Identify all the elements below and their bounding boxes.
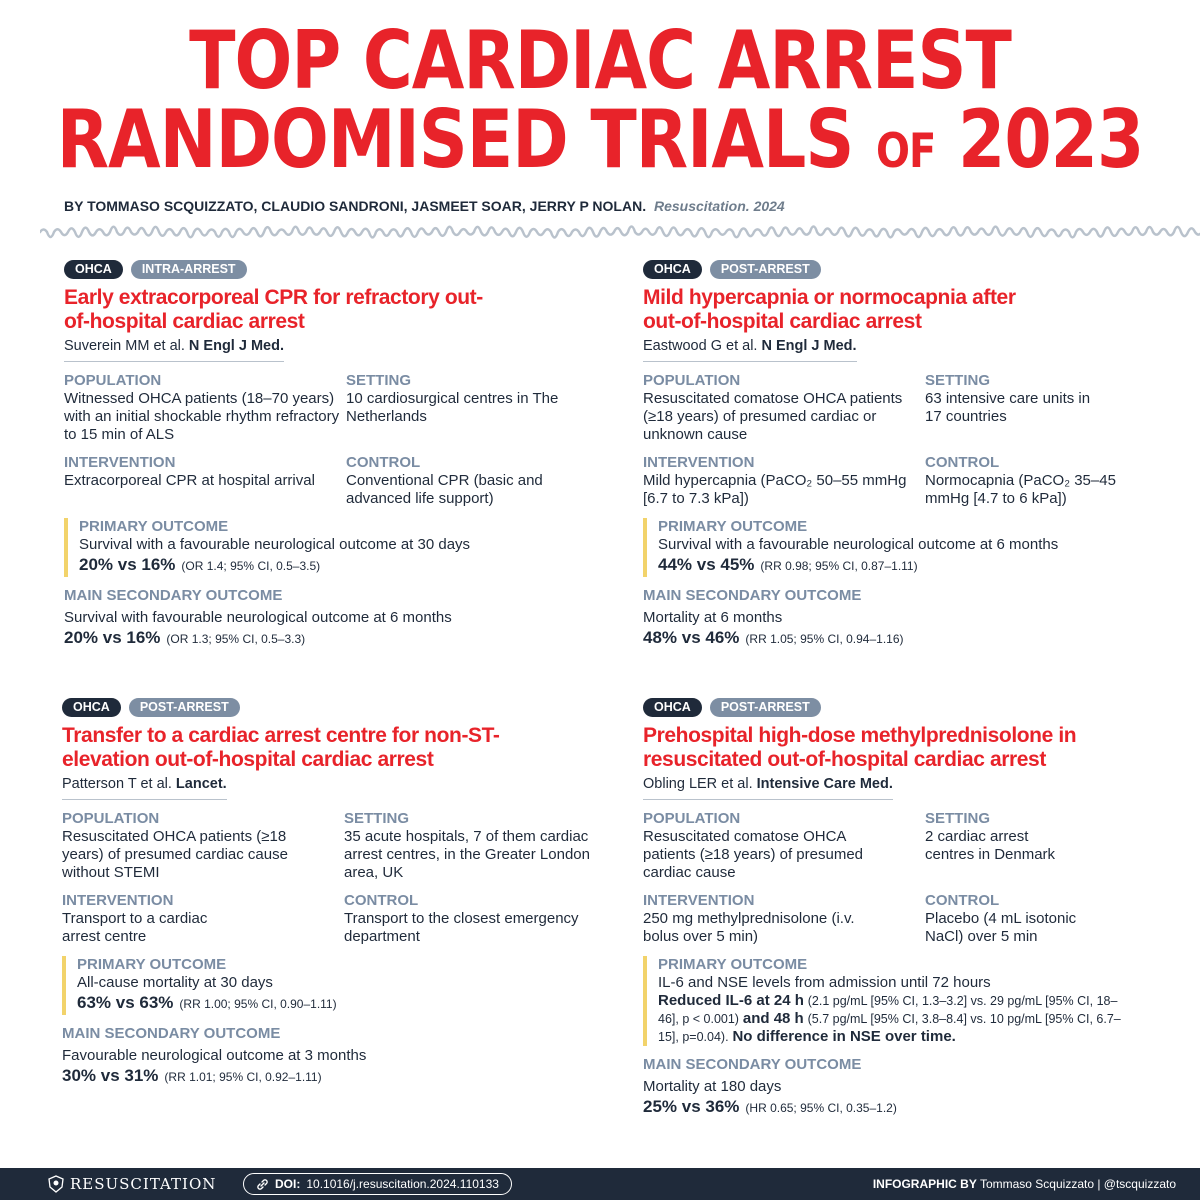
setting-text: 10 cardiosurgical centres in The Netherlands xyxy=(346,390,559,425)
title-year: 2023 xyxy=(958,93,1144,188)
label-setting: SETTING xyxy=(925,810,991,827)
intervention-text: Mild hypercapnia (PaCO₂ 50–55 mmHg [6.7 to 7.3 kPa]) xyxy=(643,472,907,507)
label-intervention: INTERVENTION xyxy=(643,454,755,471)
primary-outcome xyxy=(643,518,1183,577)
secondary-result: 30% vs 31% (RR 1.01; 95% CI, 0.92–1.11) xyxy=(62,1066,322,1085)
byline-authors: BY TOMMASO SCQUIZZATO, CLAUDIO SANDRONI, JASMEET SOAR, JERRY P NOLAN. xyxy=(64,198,647,214)
title-line-2 xyxy=(0,93,1200,196)
label-secondary: MAIN SECONDARY OUTCOME xyxy=(643,587,862,604)
tag-phase: POST-ARREST xyxy=(710,698,821,717)
primary-text: IL-6 and NSE levels from admission until 72 hours xyxy=(658,974,991,991)
label-control: CONTROL xyxy=(925,454,1000,471)
label-control: CONTROL xyxy=(346,454,421,471)
intervention-text: Transport to a cardiac arrest centre xyxy=(62,910,208,945)
label-primary: PRIMARY OUTCOME xyxy=(79,518,229,535)
control-text: Placebo (4 mL isotonic NaCl) over 5 min xyxy=(925,910,1077,945)
intervention-text: Extracorporeal CPR at hospital arrival xyxy=(64,472,315,489)
trial-title: Early extracorporeal CPR for refractory out-of-hospital cardiac arrest xyxy=(64,286,483,333)
setting-text: 2 cardiac arrest centres in Denmark xyxy=(925,828,1056,863)
credit: INFOGRAPHIC BY Tommaso Scquizzato | @tscquizzato xyxy=(872,1177,1176,1191)
tag-phase: INTRA-ARREST xyxy=(131,260,247,279)
byline xyxy=(64,198,785,214)
control-text: Transport to the closest emergency department xyxy=(344,910,579,945)
trial-title: Prehospital high-dose methylprednisolone in resuscitated out-of-hospital cardiac arrest xyxy=(643,724,1077,771)
secondary-text: Mortality at 6 months xyxy=(643,609,783,626)
trial-card-4 xyxy=(643,698,1183,1119)
footer xyxy=(0,1168,1200,1200)
byline-journal: Resuscitation. 2024 xyxy=(653,198,785,214)
link-icon xyxy=(256,1178,269,1191)
control-text: Normocapnia (PaCO₂ 35–45 mmHg [4.7 to 6 kPa]) xyxy=(925,472,1116,507)
trial-card-3 xyxy=(62,698,602,1088)
label-primary: PRIMARY OUTCOME xyxy=(77,956,227,973)
primary-result: 44% vs 45% (RR 0.98; 95% CI, 0.87–1.11) xyxy=(658,555,918,574)
primary-text: Survival with a favourable neurological outcome at 30 days xyxy=(79,536,471,553)
title-trials: RANDOMISED TRIALS xyxy=(56,93,854,188)
doi-badge[interactable] xyxy=(243,1173,512,1195)
intervention-text: 250 mg methylprednisolone (i.v. bolus over 5 min) xyxy=(643,910,855,945)
brand xyxy=(48,1175,216,1193)
primary-result: 63% vs 63% (RR 1.00; 95% CI, 0.90–1.11) xyxy=(77,993,337,1012)
label-population: POPULATION xyxy=(643,372,741,389)
setting-text: 35 acute hospitals, 7 of them cardiac arrest centres, in the Greater London area, UK xyxy=(344,828,590,881)
label-control: CONTROL xyxy=(925,892,1000,909)
population-text: Resuscitated comatose OHCA patients (≥18 years) of presumed cardiac cause xyxy=(643,828,864,881)
tag-ohca: OHCA xyxy=(643,698,702,717)
primary-outcome xyxy=(62,956,602,1015)
label-setting: SETTING xyxy=(346,372,412,389)
secondary-result: 25% vs 36% (HR 0.65; 95% CI, 0.35–1.2) xyxy=(643,1097,897,1116)
trial-author: Suverein MM et al. N Engl J Med. xyxy=(64,337,284,362)
primary-result: 20% vs 16% (OR 1.4; 95% CI, 0.5–3.5) xyxy=(79,555,321,574)
primary-outcome xyxy=(64,518,604,577)
label-population: POPULATION xyxy=(643,810,741,827)
tag-phase: POST-ARREST xyxy=(710,260,821,279)
label-setting: SETTING xyxy=(925,372,991,389)
doi-value: 10.1016/j.resuscitation.2024.110133 xyxy=(306,1177,499,1191)
primary-text: All-cause mortality at 30 days xyxy=(77,974,273,991)
label-secondary: MAIN SECONDARY OUTCOME xyxy=(643,1056,862,1073)
tag-ohca: OHCA xyxy=(62,698,121,717)
population-text: Resuscitated OHCA patients (≥18 years) of presumed cardiac cause without STEMI xyxy=(62,828,288,881)
trial-author: Patterson T et al. Lancet. xyxy=(62,775,227,800)
label-population: POPULATION xyxy=(62,810,160,827)
label-primary: PRIMARY OUTCOME xyxy=(658,956,808,973)
control-text: Conventional CPR (basic and advanced life support) xyxy=(346,472,543,507)
tag-phase: POST-ARREST xyxy=(129,698,240,717)
wave-divider xyxy=(40,214,1200,250)
secondary-outcome xyxy=(643,587,1183,650)
label-control: CONTROL xyxy=(344,892,419,909)
brand-name: RESUSCITATION xyxy=(70,1175,217,1193)
trial-title: Transfer to a cardiac arrest centre for non-ST-elevation out-of-hospital cardiac arrest xyxy=(62,724,500,771)
trial-title: Mild hypercapnia or normocapnia after out-of-hospital cardiac arrest xyxy=(643,286,1016,333)
primary-result: Reduced IL-6 at 24 h (2.1 pg/mL [95% CI, 1.3–3.2] vs. 29 pg/mL [95% CI, 18–46], p < 0.001) and 48 h (5.7 pg/mL [95% CI, 3.8–8.4] vs. 10 pg/mL [95% CI, 6.7–15], p=0.04). No difference in NSE over time. xyxy=(658,992,1121,1045)
tag-ohca: OHCA xyxy=(64,260,123,279)
primary-text: Survival with a favourable neurological outcome at 6 months xyxy=(658,536,1059,553)
secondary-text: Favourable neurological outcome at 3 months xyxy=(62,1047,367,1064)
secondary-outcome xyxy=(643,1056,1183,1119)
trial-card-1 xyxy=(64,260,604,650)
primary-outcome xyxy=(643,956,1183,1046)
tag-ohca: OHCA xyxy=(643,260,702,279)
label-setting: SETTING xyxy=(344,810,410,827)
label-secondary: MAIN SECONDARY OUTCOME xyxy=(64,587,283,604)
title-of: OF xyxy=(876,124,936,179)
trial-author: Eastwood G et al. N Engl J Med. xyxy=(643,337,857,362)
label-intervention: INTERVENTION xyxy=(62,892,174,909)
population-text: Resuscitated comatose OHCA patients (≥18 years) of presumed cardiac or unknown cause xyxy=(643,390,903,443)
secondary-result: 48% vs 46% (RR 1.05; 95% CI, 0.94–1.16) xyxy=(643,628,904,647)
secondary-result: 20% vs 16% (OR 1.3; 95% CI, 0.5–3.3) xyxy=(64,628,306,647)
secondary-text: Survival with favourable neurological outcome at 6 months xyxy=(64,609,452,626)
setting-text: 63 intensive care units in 17 countries xyxy=(925,390,1091,425)
label-intervention: INTERVENTION xyxy=(643,892,755,909)
secondary-outcome xyxy=(64,587,604,650)
population-text: Witnessed OHCA patients (18–70 years) with an initial shockable rhythm refractory to 15 min of ALS xyxy=(64,390,340,443)
doi-label: DOI: xyxy=(275,1177,301,1191)
secondary-text: Mortality at 180 days xyxy=(643,1078,782,1095)
label-intervention: INTERVENTION xyxy=(64,454,176,471)
label-primary: PRIMARY OUTCOME xyxy=(658,518,808,535)
label-secondary: MAIN SECONDARY OUTCOME xyxy=(62,1025,281,1042)
secondary-outcome xyxy=(62,1025,602,1088)
label-population: POPULATION xyxy=(64,372,162,389)
trial-author: Obling LER et al. Intensive Care Med. xyxy=(643,775,893,800)
trial-card-2 xyxy=(643,260,1183,650)
resuscitation-logo-icon xyxy=(48,1175,64,1193)
title-line-1: TOP CARDIAC ARREST xyxy=(189,14,1011,109)
